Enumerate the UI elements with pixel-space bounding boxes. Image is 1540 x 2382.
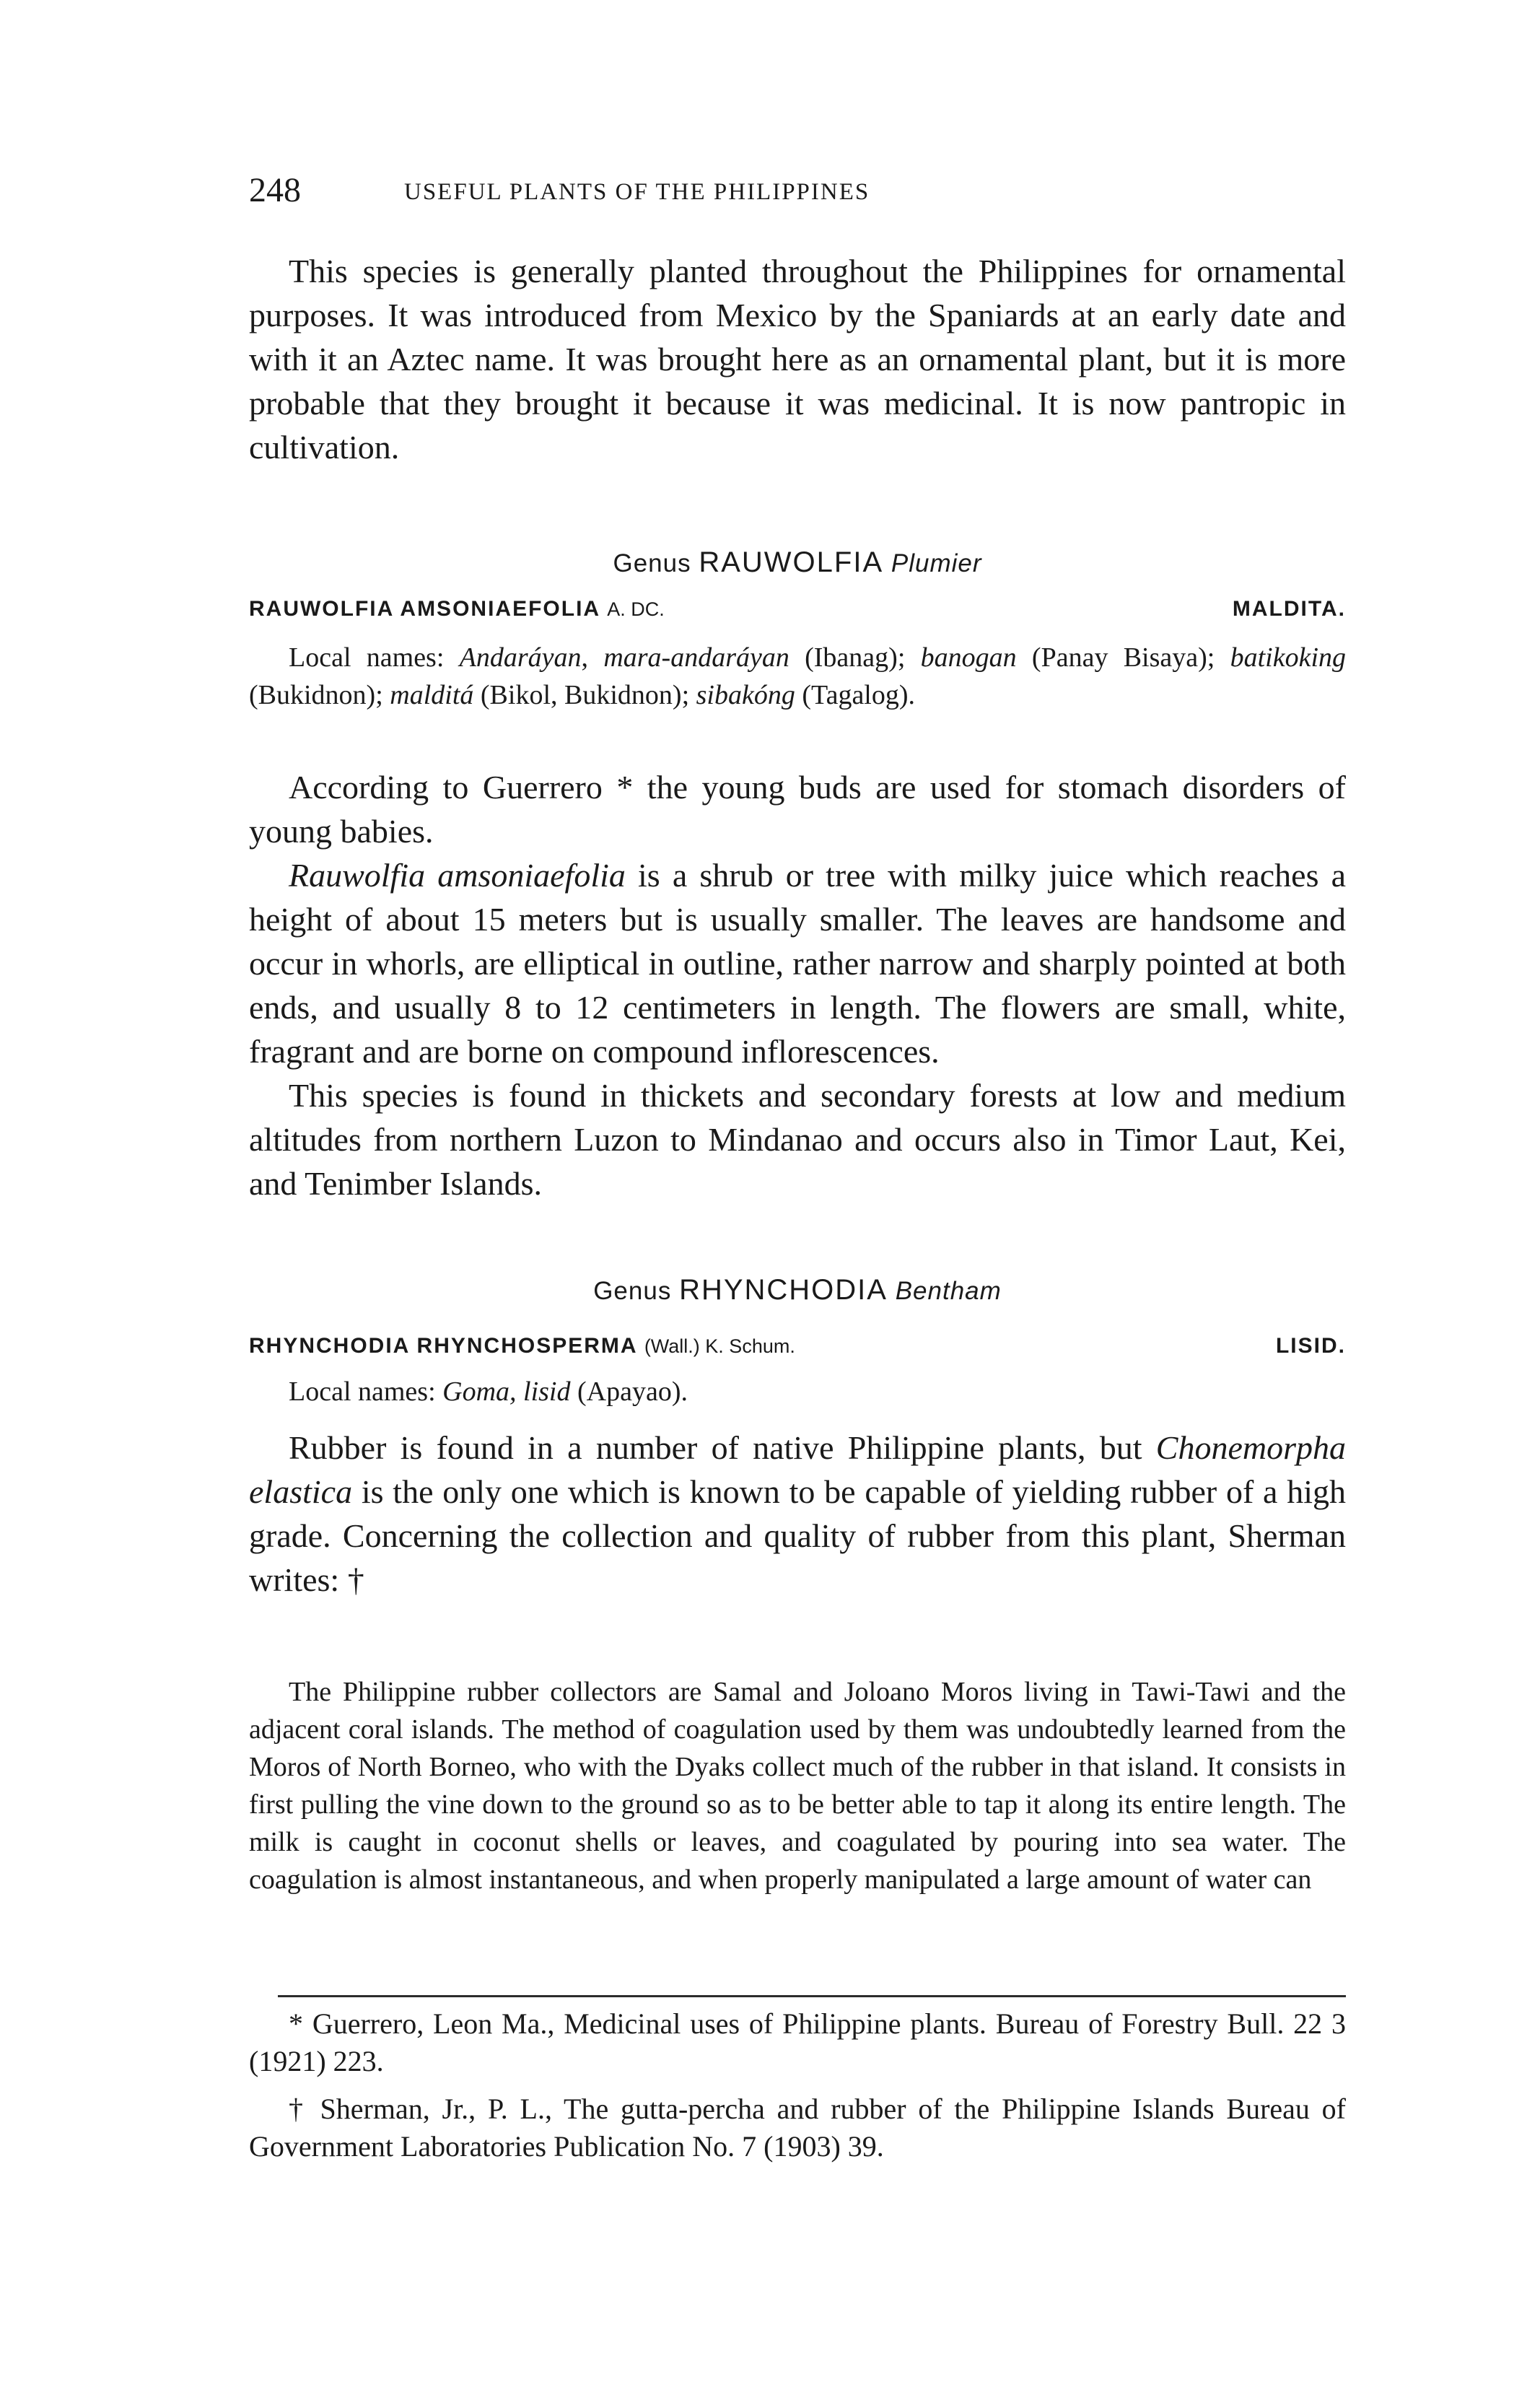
paragraph-rubber xyxy=(249,1426,1346,1602)
genus-heading-rauwolfia xyxy=(249,546,1346,579)
species-italic: Rauwolfia amsoniaefolia xyxy=(289,857,626,894)
local-name-region: (Bukidnon); xyxy=(249,680,383,710)
paragraph-distribution: This species is found in thickets and secondary forests at low and medium altitudes from northern Luzon to Mindanao and occurs also in Timor Laut, Kei, and Tenimber Islands. xyxy=(249,1077,1346,1202)
local-names-rauwolfia: Local names: Andaráyan, mara-andaráyan (Ibanag); banogan (Panay Bisaya); batikoking (Bukidnon); malditá (Bikol, Bukidnon); sibakóng (Tagalog). xyxy=(249,642,1347,710)
local-name-region: (Ibanag); xyxy=(805,642,906,673)
species-local-name: LISID. xyxy=(1275,1334,1346,1358)
footnote: † Sherman, Jr., P. L., The gutta-percha and rubber of the Philippine Islands Bureau of Government Laboratories Publication No. 7 (1903) 39. xyxy=(249,2093,1346,2163)
genus-name: RAUWOLFIA xyxy=(699,546,884,578)
footnotes xyxy=(249,2005,1346,2165)
species-italic: Chonemorpha elastica xyxy=(249,1429,1347,1510)
paragraph-description xyxy=(249,853,1346,1073)
local-name-region: (Bikol, Bukidnon); xyxy=(480,680,690,710)
species-name: RHYNCHODIA RHYNCHOSPERMA xyxy=(249,1334,637,1358)
footnote: * Guerrero, Leon Ma., Medicinal uses of Philippine plants. Bureau of Forestry Bull. 22 3 (1921) 223. xyxy=(249,2007,1346,2077)
genus-heading-rhynchodia xyxy=(249,1274,1346,1306)
local-name: mara-andaráyan xyxy=(603,642,789,673)
species-name: RAUWOLFIA AMSONIAEFOLIA xyxy=(249,597,600,621)
local-names-label: Local names: xyxy=(289,642,445,673)
local-name: sibakóng xyxy=(696,680,795,710)
running-title: USEFUL PLANTS OF THE PHILIPPINES xyxy=(404,179,870,205)
local-name: Andaráyan xyxy=(459,642,582,673)
species-heading-rauwolfia xyxy=(249,597,1346,626)
species-author: A. DC. xyxy=(607,598,665,620)
local-name: banogan xyxy=(920,642,1017,673)
local-name-region: (Tagalog). xyxy=(802,680,916,710)
intro-paragraph-block xyxy=(249,249,1346,469)
local-name: Goma, lisid xyxy=(442,1377,571,1407)
species-author: (Wall.) K. Schum. xyxy=(644,1335,795,1357)
rubber-text-after: is the only one which is known to be capable of yielding rubber of a high grade. Concerning the collection and quality of rubber from this plant, Sherman writes: † xyxy=(249,1473,1346,1598)
quote-sherman: The Philippine rubber collectors are Samal and Joloano Moros living in Tawi-Tawi and the adjacent coral islands. The method of coagulation used by them was undoubtedly learned from the Moros of North Borneo, who with the Dyaks collect much of the rubber in that island. It consists in first pulling the vine down to the ground so as to be better able to tap it along its entire length. The milk is caught in coconut shells or leaves, and coagulated by pouring into sea water. The coagulation is almost instantaneous, and when properly manipulated a large amount of water can xyxy=(249,1677,1346,1895)
rubber-paragraph-block xyxy=(249,1426,1346,1602)
genus-author: Bentham xyxy=(895,1277,1002,1305)
genus-name: RHYNCHODIA xyxy=(679,1274,888,1306)
local-name-region: (Apayao). xyxy=(577,1377,688,1407)
body-paragraphs-rauwolfia xyxy=(249,765,1346,1205)
footnote-divider xyxy=(278,1995,1346,1997)
local-name-region: (Panay Bisaya); xyxy=(1031,642,1215,673)
local-name: malditá xyxy=(390,680,474,710)
local-names-label: Local names: xyxy=(289,1377,436,1407)
species-local-name: MALDITA. xyxy=(1232,597,1346,621)
description-text: is a shrub or tree with milky juice which reaches a height of about 15 meters but is usually smaller. The leaves are handsome and occur in whorls, are elliptical in outline, rather narrow and sharply pointed at both ends, and usually 8 to 12 centimeters in length. The flowers are small, white, fragrant and are borne on compound inflorescences. xyxy=(249,857,1347,1070)
rubber-text-before: Rubber is found in a number of native Philippine plants, but xyxy=(289,1429,1142,1466)
page-number: 248 xyxy=(249,171,301,209)
quotation-block xyxy=(249,1673,1346,1898)
species-heading-rhynchodia xyxy=(249,1334,1346,1363)
local-name: batikoking xyxy=(1230,642,1347,673)
page-header xyxy=(249,170,1346,214)
genus-prefix: Genus xyxy=(613,549,691,577)
genus-author: Plumier xyxy=(891,549,982,577)
paragraph-guerrero: According to Guerrero * the young buds are used for stomach disorders of young babies. xyxy=(249,769,1346,850)
local-names-rhynchodia xyxy=(249,1373,1346,1410)
genus-prefix: Genus xyxy=(593,1277,672,1305)
intro-paragraph: This species is generally planted throughout the Philippines for ornamental purposes. It was introduced from Mexico by the Spaniards at an early date and with it an Aztec name. It was brought here as an ornamental plant, but it is more probable that they brought it because it was medicinal. It is now pantropic in cultivation. xyxy=(249,253,1346,466)
